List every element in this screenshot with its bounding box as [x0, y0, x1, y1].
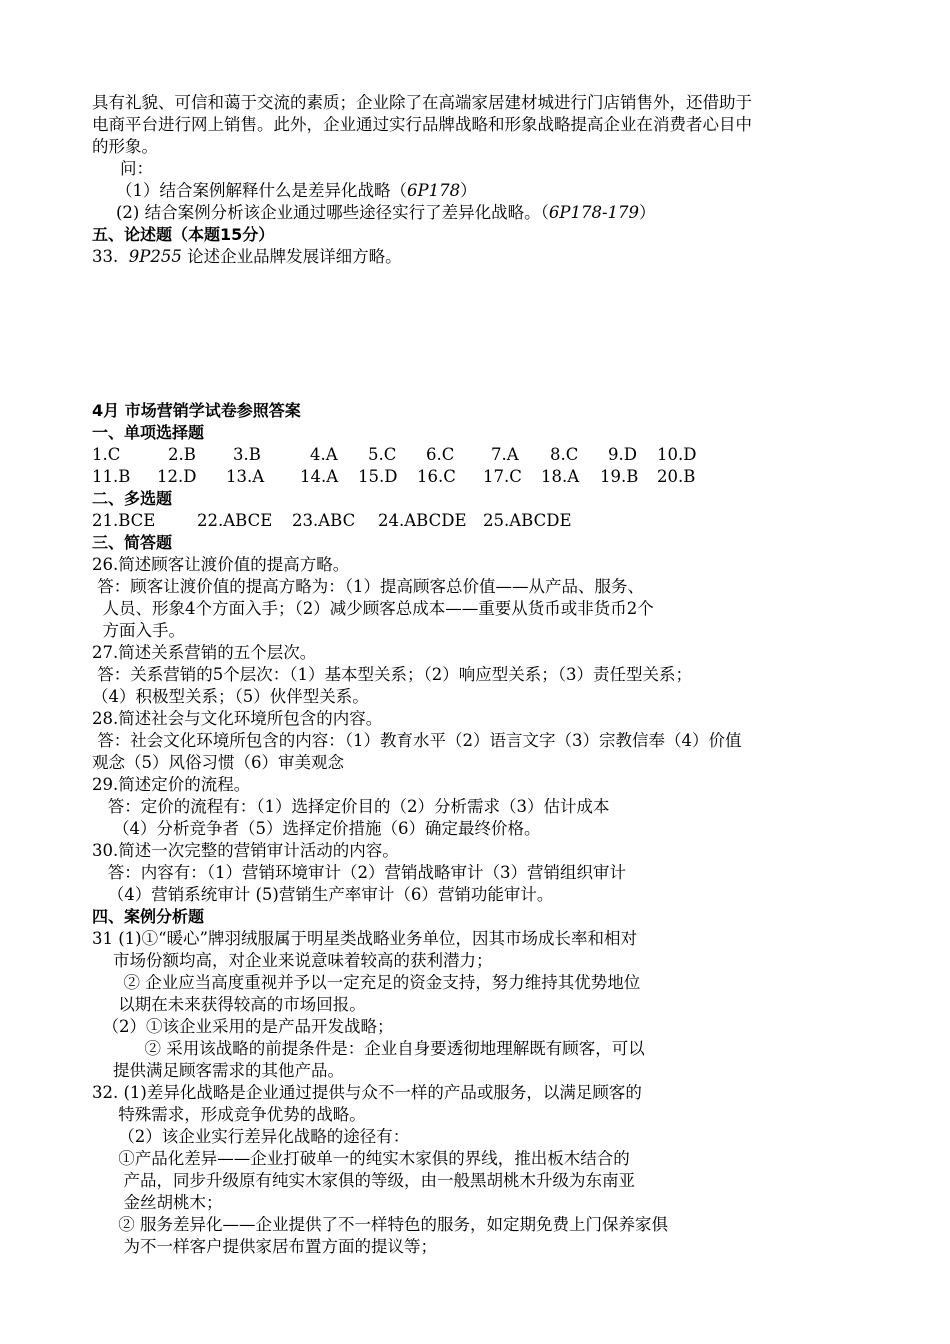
answer-line: （4）积极型关系；（5）伙伴型关系。 [92, 687, 369, 706]
answer-line: 产品，同步升级原有纯实木家俱的等级，由一般黑胡桃木升级为东南亚 [92, 1171, 635, 1190]
answer-line: 方面入手。 [92, 621, 185, 640]
section-4-heading: 四、案例分析题 [92, 907, 205, 926]
mc-answer: 11.B [92, 467, 131, 486]
mc-answer: 7.A [491, 445, 519, 464]
answer-line: ② 采用该战略的前提条件是：企业自身要透彻地理解既有顾客，可以 [92, 1039, 645, 1058]
answer-line: 31 (1)①“暖心”牌羽绒服属于明星类战略业务单位，因其市场成长率和相对 [92, 929, 637, 948]
mc-answer: 3.B [233, 445, 261, 464]
mc-answer: 15.D [358, 467, 398, 486]
mc-answer: 8.C [550, 445, 579, 464]
mc-answer: 20.B [657, 467, 696, 486]
answer-line: 答：社会文化环境所包含的内容：（1）教育水平（2）语言文字（3）宗教信奉（4）价值 [92, 731, 742, 750]
question-2-ref: 6P178-179 [548, 203, 640, 222]
mc-answer: 14.A [300, 467, 339, 486]
question-1-end: ） [460, 181, 477, 200]
answer-line: 市场份额均高，对企业来说意味着较高的获利潜力； [92, 951, 493, 970]
answer-line: ② 服务差异化——企业提供了不一样特色的服务，如定期免费上门保养家俱 [92, 1215, 668, 1234]
question-33 [92, 246, 402, 268]
answer-line: 答：内容有：（1）营销环境审计（2）营销战略审计（3）营销组织审计 [92, 863, 626, 882]
section-3-heading: 三、简答题 [92, 533, 173, 552]
answer-line: 30.简述一次完整的营销审计活动的内容。 [92, 841, 399, 860]
answer-line: 27.简述关系营销的五个层次。 [92, 643, 317, 662]
question-2-text: (2) 结合案例分析该企业通过哪些途径实行了差异化战略。（ [116, 203, 549, 222]
section-2-heading: 二、多选题 [92, 489, 173, 508]
question-33-text: 论述企业品牌发展详细方略。 [187, 247, 402, 266]
answer-line: （2）①该企业采用的是产品开发战略； [92, 1017, 394, 1036]
ask-label: 问： [120, 159, 153, 178]
multi-answer: 22.ABCE [197, 511, 273, 530]
answer-line: 人员、形象4个方面入手；（2）减少顾客总成本——重要从货币或非货币2个 [92, 599, 654, 618]
mc-answer: 17.C [483, 467, 522, 486]
mc-answer: 2.B [168, 445, 196, 464]
mc-answer: 5.C [368, 445, 397, 464]
mc-answer: 19.B [600, 467, 639, 486]
answer-line: 28.简述社会与文化环境所包含的内容。 [92, 709, 383, 728]
answer-line: 观念（5）风俗习惯（6）审美观念 [92, 753, 344, 772]
multi-answer: 23.ABC [292, 511, 356, 530]
question-33-ref: 9P255 [128, 247, 182, 266]
question-1 [116, 180, 477, 202]
multi-answer: 21.BCE [92, 511, 156, 530]
mc-answer: 4.A [310, 445, 338, 464]
mc-answer: 13.A [226, 467, 265, 486]
answer-line: ①产品化差异——企业打破单一的纯实木家俱的界线，推出板木结合的 [92, 1149, 630, 1168]
answer-line: 26.简述顾客让渡价值的提高方略。 [92, 555, 350, 574]
mc-answer: 9.D [608, 445, 637, 464]
multi-answer: 24.ABCDE [378, 511, 467, 530]
mc-answer: 16.C [417, 467, 456, 486]
mc-answer: 18.A [541, 467, 580, 486]
case-text-line: 电商平台进行网上销售。此外，企业通过实行品牌战略和形象战略提高企业在消费者心目中 [92, 115, 752, 134]
answer-line: 答：定价的流程有：（1）选择定价目的（2）分析需求（3）估计成本 [92, 797, 610, 816]
answers-title: 4月 市场营销学试卷参照答案 [92, 401, 301, 420]
case-text-line: 具有礼貌、可信和蔼于交流的素质；企业除了在高端家居建材城进行门店销售外，还借助于 [92, 93, 752, 112]
answer-line: 答：关系营销的5个层次：（1）基本型关系；（2）响应型关系；（3）责任型关系； [92, 665, 692, 684]
mc-answer: 6.C [426, 445, 455, 464]
answer-line: （4）营销系统审计 (5)营销生产率审计（6）营销功能审计。 [92, 885, 554, 904]
case-text-line: 的形象。 [92, 137, 158, 156]
answer-line: （4）分析竞争者（5）选择定价措施（6）确定最终价格。 [92, 819, 541, 838]
answer-line: 金丝胡桃木； [92, 1193, 223, 1212]
mc-answer: 1.C [92, 445, 121, 464]
answer-line: 32. (1)差异化战略是企业通过提供与众不一样的产品或服务，以满足顾客的 [92, 1083, 642, 1102]
mc-answer: 10.D [657, 445, 697, 464]
answer-line: 为不一样客户提供家居布置方面的提议等； [92, 1237, 437, 1256]
question-2-end: ） [639, 203, 656, 222]
answer-line: （2）该企业实行差异化战略的途径有： [92, 1127, 410, 1146]
question-1-text: （1）结合案例解释什么是差异化战略（ [116, 181, 407, 200]
answer-line: 特殊需求，形成竞争优势的战略。 [92, 1105, 366, 1124]
answer-line: 以期在未来获得较高的市场回报。 [92, 995, 366, 1014]
section-1-heading: 一、单项选择题 [92, 423, 205, 442]
multi-answer: 25.ABCDE [483, 511, 572, 530]
answer-line: 提供满足顾客需求的其他产品。 [92, 1061, 344, 1080]
question-2 [116, 202, 656, 224]
essay-heading: 五、论述题（本题15分） [92, 225, 275, 244]
question-1-ref: 6P178 [407, 181, 461, 200]
mc-answer: 12.D [157, 467, 197, 486]
answer-line: 29.简述定价的流程。 [92, 775, 251, 794]
question-33-number: 33. [92, 247, 119, 266]
answer-line: ② 企业应当高度重视并予以一定充足的资金支持，努力维持其优势地位 [92, 973, 641, 992]
answer-line: 答：顾客让渡价值的提高方略为：（1）提高顾客总价值——从产品、服务、 [92, 577, 644, 596]
